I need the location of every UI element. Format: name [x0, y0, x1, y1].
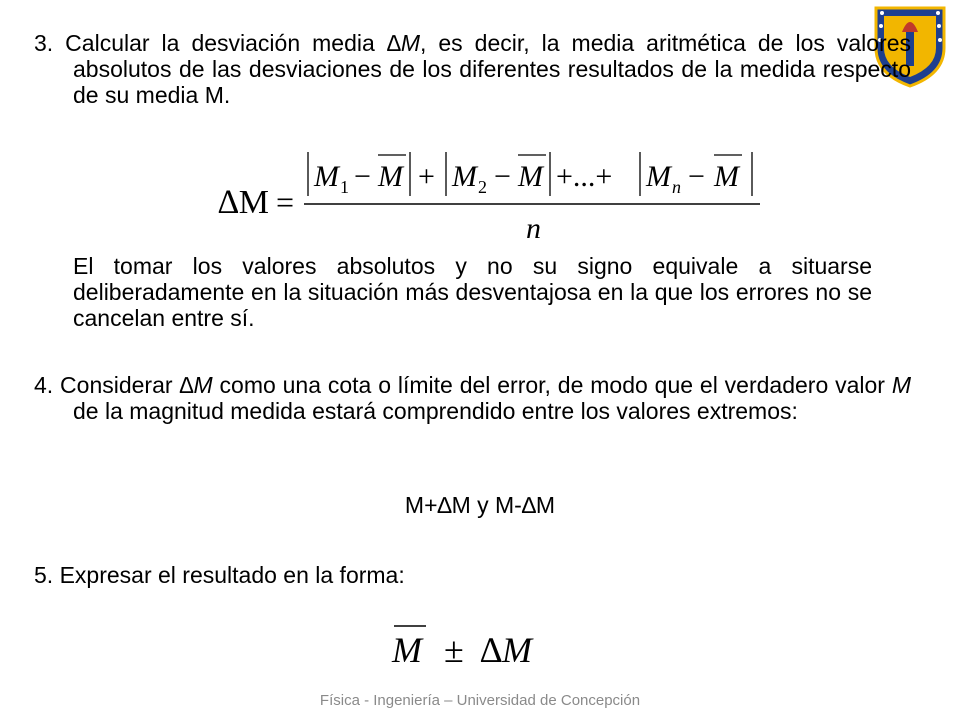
plus-1: + [418, 160, 435, 193]
formula-equals: = [276, 184, 295, 220]
item-4-mid2: de la magnitud medida estará comprendido entre los valores extremos: [73, 398, 798, 424]
term-n-minus: − [688, 160, 705, 193]
item-4-delta-symbol: ∆M [179, 372, 213, 398]
result-mean: M [392, 630, 422, 670]
item-3-delta-symbol: ∆M [386, 30, 420, 56]
term-n-mean: M [714, 160, 739, 193]
term-2-mean: M [518, 160, 543, 193]
term-n-sub: n [672, 177, 681, 197]
result-plus-minus: ± [444, 630, 464, 670]
item-4-m-symbol: M [891, 372, 911, 398]
term-1-mean: M [378, 160, 403, 193]
mean-deviation-formula [210, 138, 780, 250]
item-4-paragraph [34, 372, 911, 424]
term-1-sub: 1 [340, 177, 349, 197]
term-n-base: M [646, 160, 671, 193]
ellipsis: +...+ [556, 160, 613, 193]
result-form-formula [388, 618, 558, 674]
footer: Física - Ingeniería – Universidad de Concepción [319, 692, 641, 709]
item-4-mid1: como una cota o límite del error, de modo que el verdadero valor [212, 372, 892, 398]
item-5-paragraph: 5. Expresar el resultado en la forma: [34, 562, 405, 588]
item-3-prefix: 3. Calcular la desviación media [34, 30, 387, 56]
denominator: n [526, 212, 541, 245]
term-2-base: M [452, 160, 477, 193]
result-delta: ∆M [480, 630, 533, 670]
term-1-minus: − [354, 160, 371, 193]
extremes-line: M+∆M y M-∆M [404, 492, 556, 518]
term-2-minus: − [494, 160, 511, 193]
term-2-sub: 2 [478, 177, 487, 197]
note-paragraph: El tomar los valores absolutos y no su signo equivale a situarse deliberadamente en la situación más desventajosa en la que los errores no se cancelan entre sí. [73, 253, 872, 331]
item-3-suffix: , es decir, la media aritmética de los valores absolutos de las desviaciones de los diferentes resultados de la medida respecto de su media M. [73, 30, 911, 108]
term-1-base: M [314, 160, 339, 193]
item-4-prefix: 4. Considerar [34, 372, 180, 398]
formula-lhs: ∆M [218, 184, 270, 221]
item-3-paragraph [34, 30, 911, 108]
